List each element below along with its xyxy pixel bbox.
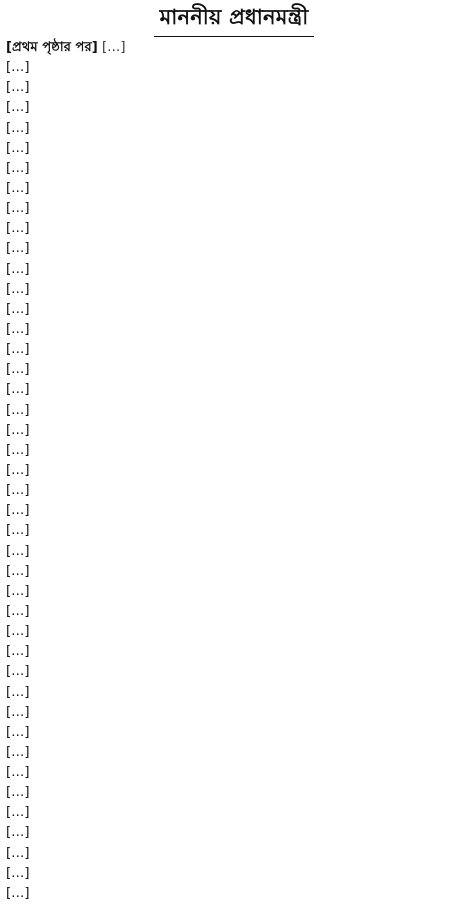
article-line: […] — [6, 563, 30, 579]
article-body — [6, 38, 462, 904]
article-line: […] — [6, 281, 30, 297]
article-line: […] — [6, 221, 30, 237]
article-line: […] — [6, 744, 30, 760]
article-line: […] — [6, 160, 30, 176]
article-line: […] — [6, 80, 30, 96]
article-line: […] — [6, 644, 30, 660]
article-line: […] — [6, 442, 30, 458]
article-line: […] — [6, 261, 30, 277]
article-line: […] — [6, 885, 30, 901]
article-line: […] — [6, 120, 30, 136]
article-line: […] — [6, 845, 30, 861]
article-line: […] — [6, 865, 30, 881]
article-line: […] — [6, 805, 30, 821]
article-line: […] — [6, 583, 30, 599]
article-line: […] — [6, 704, 30, 720]
article-line: […] — [6, 785, 30, 801]
article-line: […] — [6, 603, 30, 619]
article-line: […] — [6, 624, 30, 640]
article-line: […] — [6, 301, 30, 317]
article-line: […] — [6, 140, 30, 156]
article-line: […] — [6, 100, 30, 116]
article-line: […] — [6, 684, 30, 700]
article-line: […] — [6, 180, 30, 196]
article-line: […] — [6, 724, 30, 740]
article-line — [6, 38, 462, 58]
article-line: […] — [6, 543, 30, 559]
article-line: […] — [6, 765, 30, 781]
article-line: […] — [6, 462, 30, 478]
article-line: […] — [6, 382, 30, 398]
article-line: […] — [6, 241, 30, 257]
article-line: […] — [6, 201, 30, 217]
article-line: […] — [6, 664, 30, 680]
article-line: […] — [6, 422, 30, 438]
article-line: […] — [6, 523, 30, 539]
article-header — [6, 4, 462, 34]
continued-from-label: [প্রথম পৃষ্ঠার পর] — [6, 40, 98, 55]
article-line: […] — [6, 321, 30, 337]
article-line: […] — [6, 402, 30, 418]
article-line: […] — [6, 825, 30, 841]
article-title: মাননীয় প্রধানমন্ত্রী — [154, 1, 315, 37]
article-line: […] — [6, 362, 30, 378]
article-line: […] — [6, 60, 30, 76]
article-line: […] — [6, 483, 30, 499]
article-line-text: […] — [101, 40, 126, 55]
article-line: […] — [6, 342, 30, 358]
article-line: […] — [6, 503, 30, 519]
